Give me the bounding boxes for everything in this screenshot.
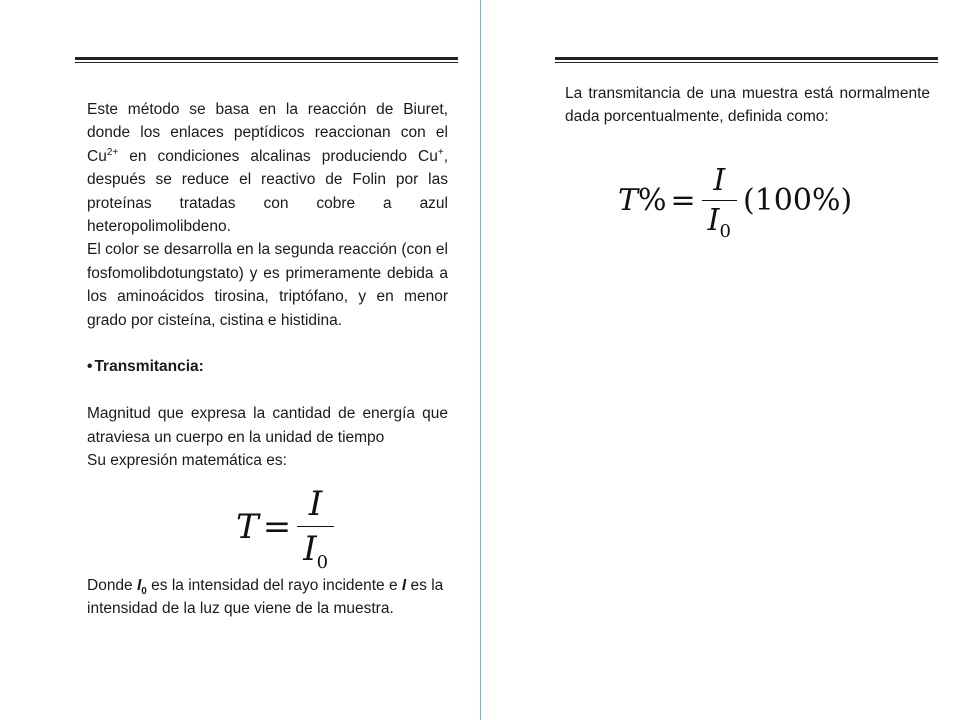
bullet-icon: • bbox=[87, 358, 93, 376]
percent-paragraph: La transmitancia de una muestra está normalmente dada porcentualmente, definida como: bbox=[565, 85, 930, 126]
expression-intro: Su expresión matemática es: bbox=[87, 452, 287, 470]
right-column bbox=[565, 82, 930, 129]
right-header-rule bbox=[555, 57, 938, 60]
page-divider bbox=[480, 0, 481, 720]
definition-paragraph: Donde $I_0$ es la intensidad del rayo incidente e I es la intensidad de la luz que viene de la muestra. bbox=[87, 577, 444, 618]
color-paragraph: El color se desarrolla en la segunda reacción (con el fosfomolibdotungstato) y es primeramente debida a los aminoácidos tirosina, triptófano, y en menor grado por cisteína, cistina e histidina. bbox=[87, 241, 448, 329]
biuret-paragraph: Este método se basa en la reacción de Biuret, donde los enlaces peptídicos reaccionan con el $Cu^{2+}$ en condiciones alcalinas produciendo Cu+, después se reduce el reactivo de Folin por las proteínas tratadas con cobre a azul heteropolimolibdeno. bbox=[87, 101, 448, 236]
definition-block bbox=[87, 574, 448, 621]
left-header-rule bbox=[75, 57, 458, 60]
magnitud-paragraph: Magnitud que expresa la cantidad de energía que atraviesa un cuerpo en la unidad de tiempo bbox=[87, 405, 448, 446]
percent-transmittance-formula: T % = $\frac{I}{I_0}$ (100%) bbox=[618, 163, 853, 242]
transmittance-formula: T = $\frac{I}{I_0}$ bbox=[236, 484, 340, 569]
left-column bbox=[87, 98, 448, 472]
fraction: $\frac{I}{I_0}$ bbox=[702, 163, 737, 238]
fraction: $\frac{I}{I_0}$ bbox=[297, 484, 334, 569]
transmitancia-heading: • Transmitancia: bbox=[87, 358, 204, 376]
